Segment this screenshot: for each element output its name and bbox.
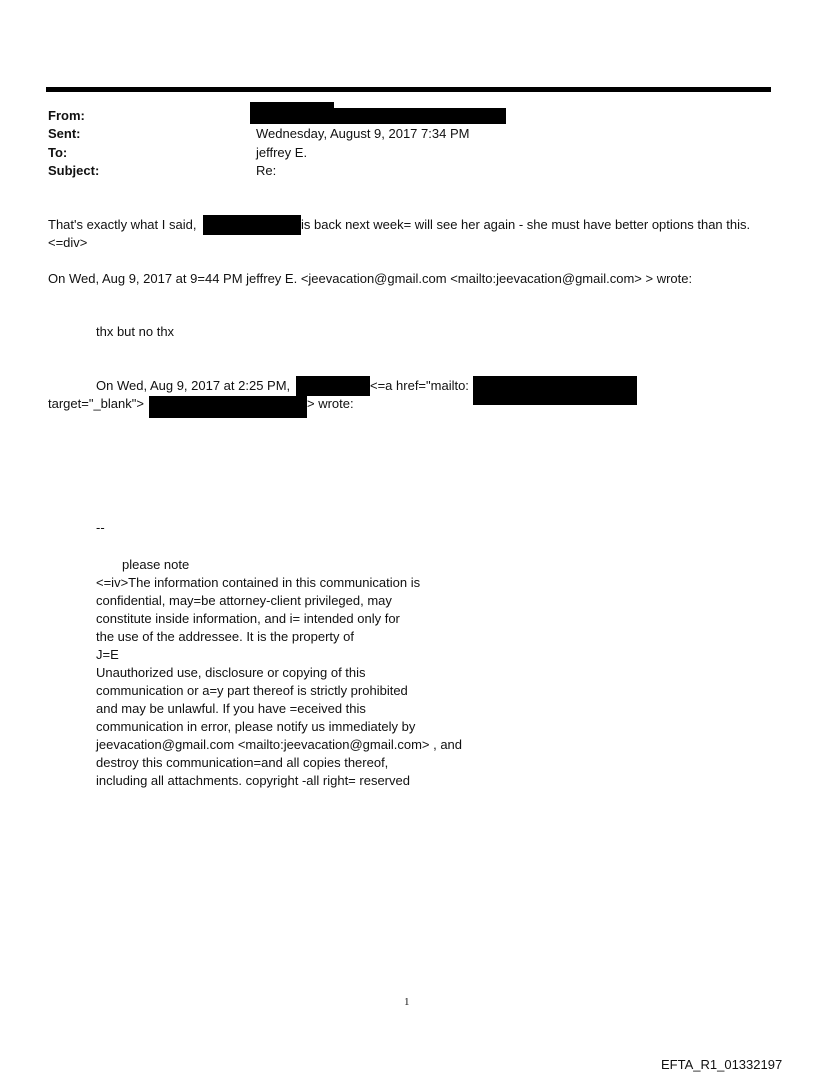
reply-attribution: On Wed, Aug 9, 2017 at 9=44 PM jeffrey E. <jeevacation@gmail.com <mailto:jeevacation@gmail.com> > wrote:: [48, 271, 693, 286]
disclaimer-line: constitute inside information, and i= intended only for: [96, 611, 400, 626]
quoted-attribution: > wrote:: [307, 396, 354, 411]
quoted-attribution: On Wed, Aug 9, 2017 at 2:25 PM,: [96, 378, 291, 393]
to-value: jeffrey E.: [256, 145, 308, 160]
redaction-block: [473, 376, 637, 405]
sent-label: Sent:: [48, 126, 81, 141]
page-number: 1: [404, 996, 410, 1008]
subject-label: Subject:: [48, 163, 100, 178]
redaction-block: [296, 376, 370, 396]
disclaimer-line: the use of the addressee. It is the property of: [96, 629, 354, 644]
to-label: To:: [48, 145, 68, 160]
subject-value: Re:: [256, 163, 277, 178]
document-id: EFTA_R1_01332197: [661, 1057, 783, 1072]
disclaimer-line: J=E: [96, 647, 119, 662]
disclaimer: [96, 574, 462, 790]
sent-value: Wednesday, August 9, 2017 7:34 PM: [256, 126, 470, 141]
disclaimer-line: Unauthorized use, disclosure or copying of this: [96, 665, 366, 680]
disclaimer-line: communication in error, please notify us immediately by: [96, 719, 416, 734]
body-text: <=div>: [48, 235, 88, 250]
disclaimer-line: destroy this communication=and all copies thereof,: [96, 755, 389, 770]
quoted-attribution: <=a href="mailto:: [370, 378, 469, 393]
quoted-text: thx but no thx: [96, 324, 175, 339]
redaction-block: [203, 215, 301, 235]
redaction-block: [149, 396, 307, 418]
signature-separator: --: [96, 520, 105, 535]
disclaimer-line: and may be unlawful. If you have =eceived this: [96, 701, 366, 716]
disclaimer-line: jeevacation@gmail.com <mailto:jeevacation@gmail.com> , and: [96, 737, 463, 752]
body-text: That's exactly what I said,: [48, 217, 197, 232]
disclaimer-line: confidential, may=be attorney-client privileged, may: [96, 593, 392, 608]
header-rule: [46, 87, 771, 92]
body-text: is back next week= will see her again - she must have better options than this.: [301, 217, 751, 232]
from-label: From:: [48, 108, 85, 123]
quoted-attribution: target="_blank">: [48, 396, 144, 411]
disclaimer-line: communication or a=y part thereof is strictly prohibited: [96, 683, 408, 698]
redaction-block: [250, 108, 506, 124]
disclaimer-line: <=iv>The information contained in this communication is: [96, 575, 421, 590]
disclaimer-line: including all attachments. copyright -all right= reserved: [96, 773, 410, 788]
please-note: please note: [122, 557, 190, 572]
